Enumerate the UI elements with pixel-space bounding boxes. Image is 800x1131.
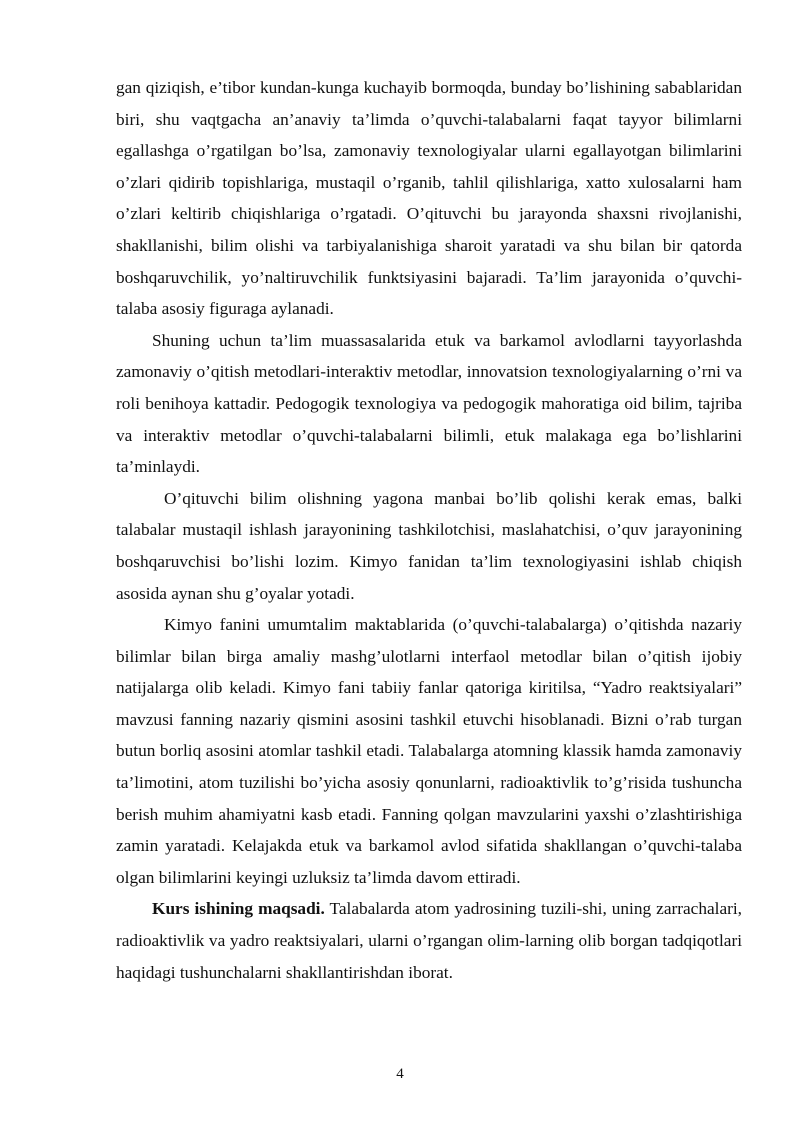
paragraph-5-text: Talabalarda atom yadrosining tuzili-shi, uning zarrachalari, radioaktivlik va yadro reaktsiyalari, ularni o’rgangan olim-larning olib borgan tadqiqotlari haqidagi tushunchalarni shakllantirishdan iborat. (116, 899, 742, 982)
course-goal-heading: Kurs ishining maqsadi. (152, 899, 325, 919)
paragraph-1 (116, 72, 742, 325)
paragraph-1-text: gan qiziqish, e’tibor kundan-kunga kuchayib bormoqda, bunday bo’lishining sabablaridan biri, shu vaqtgacha an’anaviy ta’limda o’quvchi-talabalarni faqat tayyor bilimlarni egallashga o’rgatilgan bo’lsa, zamonaviy texnologiyalar ularni egallayotgan bilimlarini o’zlari qidirib topishlariga, mustaqil o’rganib, tahlil qilishlariga, xatto xulosalarni ham o’zlari keltirib chiqishlariga o’rgatadi. O’qituvchi bu jarayonda shaxsni rivojlanishi, shakllanishi, bilim olishi va tarbiyalanishiga sharoit yaratadi va shu bilan bir qatorda boshqaruvchilik, yo’naltiruvchilik funktsiyasini bajaradi. Ta’lim jarayonida o’quvchi-talaba asosiy figuraga aylanadi. (116, 78, 742, 319)
page-number: 4 (396, 1066, 404, 1082)
paragraph-4-text: Kimyo fanini umumtalim maktablarida (o’quvchi-talabalarga) o’qitishda nazariy bilimlar bilan birga amaliy mashg’ulotlarni interfaol metodlar bilan o’qitish ijobiy natijalarga olib keladi. Kimyo fani tabiiy fanlar qatoriga kiritilsa, “Yadro reaktsiyalari” mavzusi fanning nazariy qismini asosini tashkil etuvchi hisoblanadi. Bizni o’rab turgan butun borliq asosini atomlar tashkil etadi. Talabalarga atomning klassik hamda zamonaviy ta’limotini, atom tuzilishi bo’yicha asosiy qonunlarni, radioaktivlik to’g’risida tushuncha berish muhim ahamiyatni kasb etadi. Fanning qolgan mavzularini yaxshi o’zlashtirishiga zamin yaratadi. Kelajakda etuk va barkamol avlod sifatida shakllangan o’quvchi-talaba olgan bilimlarini keyingi uzluksiz ta’limda davom ettiradi. (116, 615, 742, 887)
paragraph-5 (116, 893, 742, 988)
paragraph-3 (116, 483, 742, 609)
body-text (116, 72, 742, 988)
paragraph-2-text: Shuning uchun ta’lim muassasalarida etuk va barkamol avlodlarni tayyorlashda zamonaviy o’qitish metodlari-interaktiv metodlar, innovatsion texnologiyalarning o’rni va roli benihoya kattadir. Pedogogik texnologiya va pedogogik mahoratiga oid bilim, tajriba va interaktiv metodlar o’quvchi-talabalarni bilimli, etuk malakaga ega bo’lishlarini ta’minlaydi. (116, 330, 742, 477)
paragraph-2 (116, 325, 742, 483)
paragraph-3-text: O’qituvchi bilim olishning yagona manbai bo’lib qolishi kerak emas, balki talabalar mustaqil ishlash jarayonining tashkilotchisi, maslahatchisi, o’quv jarayonining boshqaruvchisi bo’lishi lozim. Kimyo fanidan ta’lim texnologiyasini ishlab chiqish asosida aynan shu g’oyalar yotadi. (116, 488, 742, 603)
paragraph-4 (116, 609, 742, 893)
